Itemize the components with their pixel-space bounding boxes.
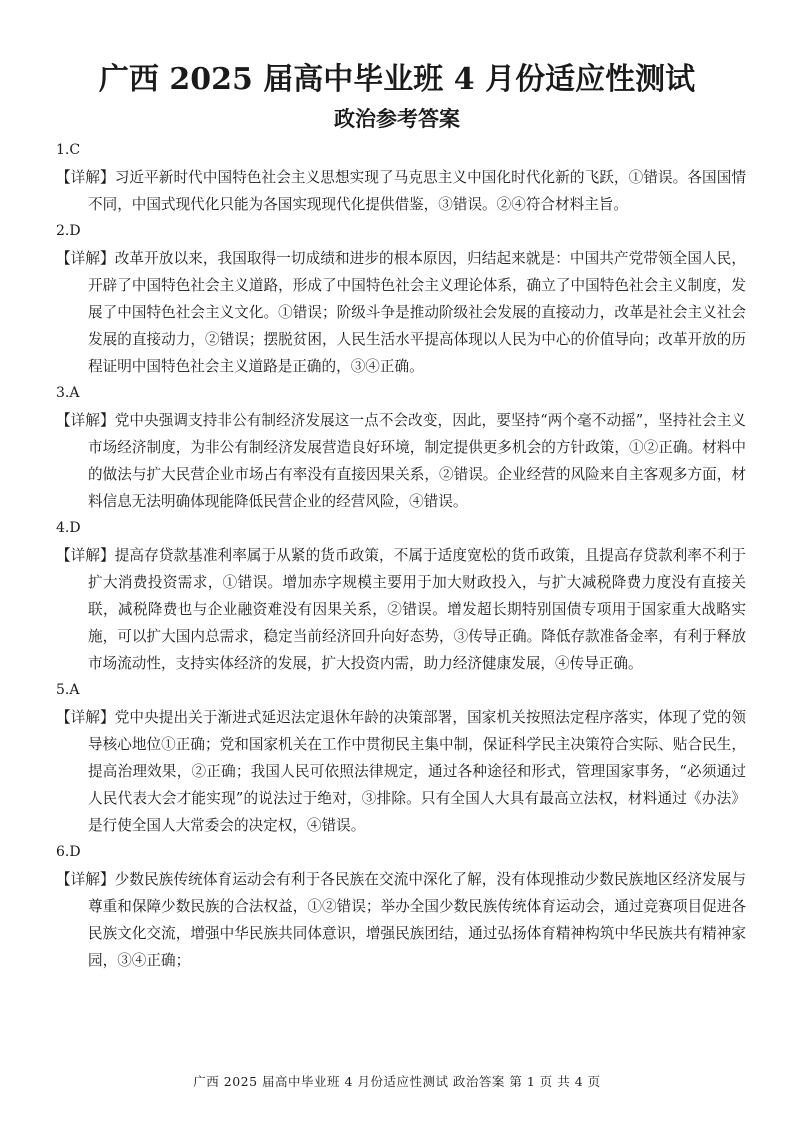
detail-tag: 【详解】 xyxy=(56,547,115,564)
answer-detail xyxy=(56,704,746,839)
question-number: 2.D xyxy=(56,223,81,239)
answer-detail xyxy=(56,407,746,515)
detail-tag: 【详解】 xyxy=(56,412,115,429)
detail-text: 习近平新时代中国特色社会主义思想实现了马克思主义中国化时代化新的飞跃，①错误。各国国情不同，中国式现代化只能为各国实现现代化提供借鉴，③错误。②④符合材料主旨。 xyxy=(88,169,746,213)
detail-tag: 【详解】 xyxy=(56,169,115,186)
detail-text: 党中央强调支持非公有制经济发展这一点不会改变，因此，要坚持“两个毫不动摇”，坚持社会主义市场经济制度，为非公有制经济发展营造良好环境，制定提供更多机会的方针政策，①②正确。材料中的做法与扩大民营企业市场占有率没有直接因果关系，②错误。企业经营的风险来自主客观多方面，材料信息无法明确体现能降低民营企业的经营风险，④错误。 xyxy=(88,412,746,510)
detail-text: 改革开放以来，我国取得一切成绩和进步的根本原因，归结起来就是：中国共产党带领全国人民，开辟了中国特色社会主义道路，形成了中国特色社会主义理论体系，确立了中国特色社会主义制度，发展了中国特色社会主义文化。①错误；阶级斗争是推动阶级社会发展的直接动力，改革是社会主义社会发展的直接动力，②错误；摆脱贫困，人民生活水平提高体现以人民为中心的价值导向；改革开放的历程证明中国特色社会主义道路是正确的，③④正确。 xyxy=(88,250,746,375)
page-footer: 广西 2025 届高中毕业班 4 月份适应性测试 政治答案 第 1 页 共 4 页 xyxy=(193,1074,601,1089)
page-subtitle: 政治参考答案 xyxy=(334,106,460,131)
question-number: 3.A xyxy=(56,385,80,401)
answer-detail xyxy=(56,542,746,677)
detail-tag: 【详解】 xyxy=(56,250,115,267)
question-number: 5.A xyxy=(56,682,80,698)
question-number: 1.C xyxy=(56,142,81,158)
detail-text: 党中央提出关于渐进式延迟法定退休年龄的决策部署，国家机关按照法定程序落实，体现了党的领导核心地位①正确；党和国家机关在工作中贯彻民主集中制，保证科学民主决策符合实际、贴合民生，提高治理效果，②正确；我国人民可依照法律规定，通过各种途径和形式，管理国家事务，“必须通过人民代表大会才能实现”的说法过于绝对，③排除。只有全国人大具有最高立法权，材料通过《办法》是行使全国人大常委会的决定权，④错误。 xyxy=(88,709,746,834)
answer-list xyxy=(56,137,746,974)
page-title: 广西 2025 届高中毕业班 4 月份适应性测试 xyxy=(98,62,696,97)
question-number: 4.D xyxy=(56,520,81,536)
question-number: 6.D xyxy=(56,844,81,860)
answer-detail xyxy=(56,245,746,380)
detail-text: 少数民族传统体育运动会有利于各民族在交流中深化了解，没有体现推动少数民族地区经济发展与尊重和保障少数民族的合法权益，①②错误；举办全国少数民族传统体育运动会，通过竞赛项目促进各民族文化交流，增强中华民族共同体意识，增强民族团结，通过弘扬体育精神构筑中华民族共有精神家园，③④正确； xyxy=(88,871,746,969)
detail-text: 提高存贷款基准利率属于从紧的货币政策，不属于适度宽松的货币政策，且提高存贷款利率不利于扩大消费投资需求，①错误。增加赤字规模主要用于加大财政投入，与扩大减税降费力度没有直接关联，减税降费也与企业融资难没有因果关系，②错误。增发超长期特别国债专项用于国家重大战略实施，可以扩大国内总需求，稳定当前经济回升向好态势，③传导正确。降低存款准备金率，有利于释放市场流动性，支持实体经济的发展，扩大投资内需，助力经济健康发展，④传导正确。 xyxy=(88,547,746,672)
detail-tag: 【详解】 xyxy=(56,871,115,888)
detail-tag: 【详解】 xyxy=(56,709,115,726)
answer-detail xyxy=(56,164,746,218)
answer-detail xyxy=(56,866,746,974)
